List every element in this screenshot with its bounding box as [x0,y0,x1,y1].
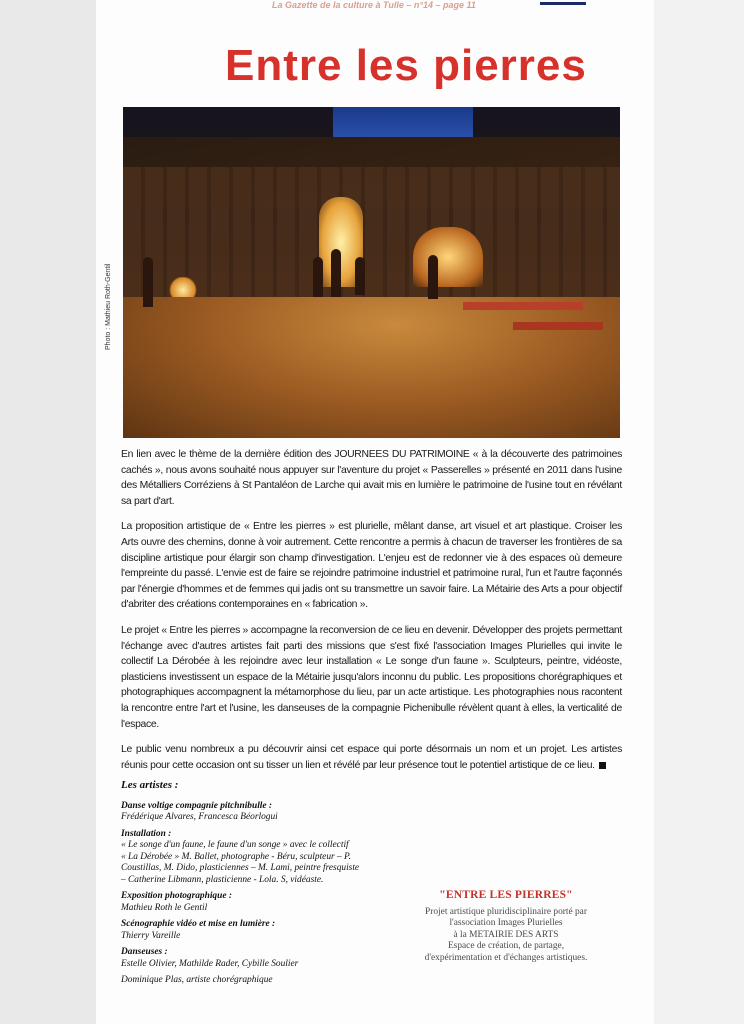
project-line: l'association Images Plurielles [449,918,563,929]
photo-bench [513,322,603,330]
photo-ground [123,297,620,438]
gazette-header: La Gazette de la culture à Tulle – n°14 – page 11 [272,0,476,10]
headline: Entre les pierres [225,41,587,90]
credit-names: « La Dérobée » M. Ballet, photographe - Béru, sculpteur – P. [121,851,351,862]
credit-names: Frédérique Alvares, Francesca Béorlogui [121,812,278,822]
photo-figure [355,257,365,295]
artist-credits [121,780,411,987]
article-paragraph-last [121,742,622,773]
photo-figure [331,249,341,297]
credit-names: Mathieu Roth le Gentil [121,902,208,913]
credit-names: Thierry Vareille [121,930,181,941]
article-paragraph: La proposition artistique de « Entre les pierres » est plurielle, mêlant danse, art visuel et art plastique. Croiser les Arts ouvre des chemins, donne à voir autrement. Cette rencontre a permis à chacun de traverser les frontières de sa discipline artistique pour élargir son champ d'investigation. L'enjeu est de redonner vie à des espaces où demeure l'empreinte du passé. L'envie est de faire se rejoindre patrimoine industriel et patrimoine rural, l'un et l'autre façonnés par l'énergie d'hommes et de femmes qui jadis ont su transmettre un savoir faire. La Métairie des Arts a pour objectif d'abriter des créations contemporaines en « fabrication ». [121,521,622,611]
page-margin-right [654,0,744,1024]
credit-names: Coustillas, M. Dido, plasticiennes – M. Lami, peintre fresquiste [121,863,360,873]
photo-figure [313,257,323,297]
project-line: à la METAIRIE DES ARTS [453,929,559,940]
credit-role: Exposition photographique : [121,891,232,901]
article-paragraph: Le projet « Entre les pierres » accompagne la reconversion de ce lieu en devenir. Développer des projets permettant l'échange avec d'autres artistes fait parti des missions que s'est fixé l'association Images Plurielles qui invite le collectif La Dérobée à les rejoindre avec leur installation « Le songe d'un faune ». Sculpteurs, peintre, vidéoste, plasticiens investissent un espace de la Métairie jusqu'alors inconnu du public. Les propositions chorégraphiques et photographiques accompagnent la métamorphose du lieu, par un acte artistique. Les photographies nous racontent la rencontre entre l'art et l'usine, les danseuses de la compagnie Pichenibulle révèlent quant à elles, la verticalité de l'espace. [121,624,622,730]
project-line: Projet artistique pluridisciplinaire porté par [425,907,587,917]
courtyard-photo [123,107,620,438]
credit-names: « Le songe d'un faune, le faune d'un songe » avec le collectif [121,840,349,850]
credits-heading: Les artistes : [121,779,179,791]
project-info-box [392,889,620,964]
project-line: d'expérimentation et d'échanges artistiques. [424,952,588,963]
article-paragraph-text: Le public venu nombreux a pu découvrir ainsi cet espace qui porte désormais un nom et un projet. Les artistes réunis pour cette occasion ont su tisser un lien et révélé par leur présence tout le potentiel artistique de ce lieu. [121,744,622,771]
photo-table [463,302,583,310]
credit-names: Dominique Plas, artiste chorégraphique [121,975,273,985]
article-paragraph: En lien avec le thème de la dernière édition des JOURNEES DU PATRIMOINE « à la découverte des patrimoines cachés », nous avons souhaité nous appuyer sur l'aventure du projet « Passerelles » présenté en 2011 dans l'usine des Métalliers Corréziens à St Pantaléon de Larche qui avait mis en lumière le patrimoine de l'usine tout en révélant sa part d'art. [121,449,622,507]
project-line: Espace de création, de partage, [447,941,565,952]
end-of-article-mark [599,762,606,769]
photo-figure [143,257,153,307]
photo-lit-arch [413,227,483,287]
credit-role: Danse voltige compagnie pitchnibulle : [121,800,273,811]
credit-role: Installation : [121,828,172,839]
article-body [121,447,622,783]
photo-credit: Photo : Mathieu Roth-Gentil [105,263,112,350]
credit-role: Scénographie vidéo et mise en lumière : [121,919,276,929]
photo-figure [428,255,438,299]
credit-names: Estelle Olivier, Mathilde Rader, Cybille Soulier [121,958,299,969]
credit-names: – Catherine Libmann, plasticienne - Lola. S, vidéaste. [121,874,324,885]
project-title: "ENTRE LES PIERRES" [439,889,573,901]
credit-role: Danseuses : [121,947,168,957]
header-mark [540,2,586,5]
